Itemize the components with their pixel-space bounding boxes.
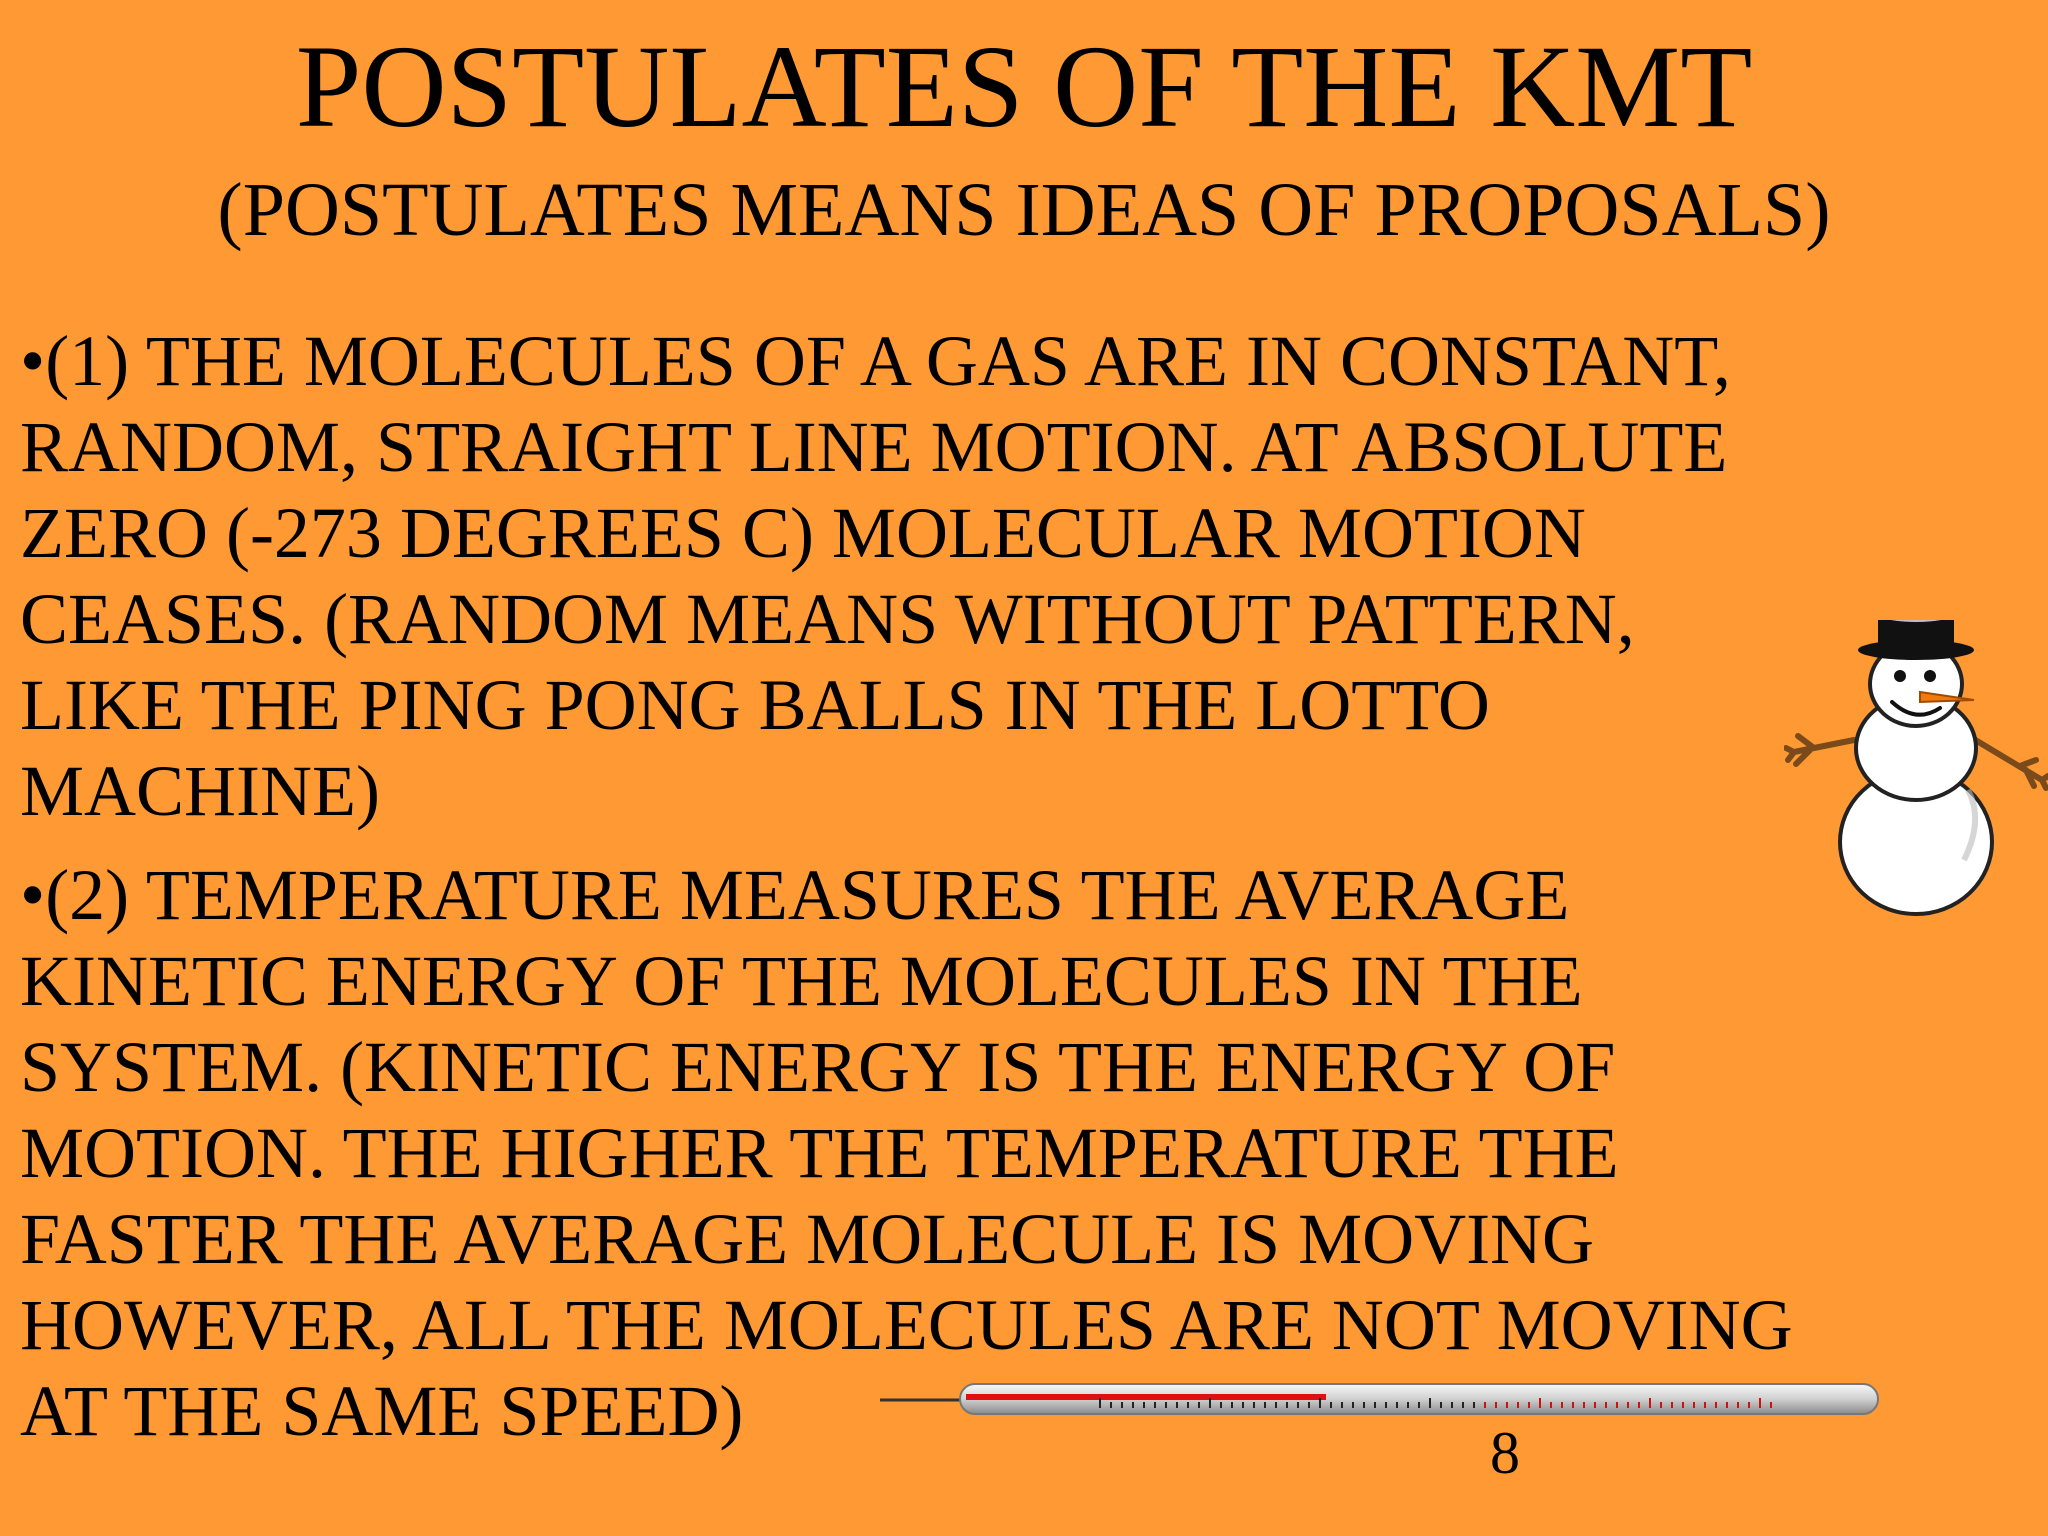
bullet-1-line: CEASES. (RANDOM MEANS WITHOUT PATTERN,	[20, 579, 1635, 659]
bullet-1-line: ZERO (-273 DEGREES C) MOLECULAR MOTION	[20, 493, 1586, 573]
snowman-icon	[1784, 620, 2048, 920]
bullet-2-line: FASTER THE AVERAGE MOLECULE IS MOVING	[20, 1199, 1595, 1279]
slide-subtitle: (POSTULATES MEANS IDEAS OF PROPOSALS)	[217, 168, 1831, 252]
bullet-2-line: SYSTEM. (KINETIC ENERGY IS THE ENERGY OF	[20, 1027, 1616, 1107]
bullet-1-line: RANDOM, STRAIGHT LINE MOTION. AT ABSOLUTE	[20, 407, 1728, 487]
bullet-2-line: KINETIC ENERGY OF THE MOLECULES IN THE	[20, 941, 1583, 1021]
bullet-point-2	[20, 852, 1793, 1454]
bullet-1-line: MACHINE)	[20, 751, 380, 831]
bullet-2-line: •(2) TEMPERATURE MEASURES THE AVERAGE	[20, 855, 1570, 935]
slide-title: POSTULATES OF THE KMT	[295, 21, 1753, 152]
bullet-1-line: LIKE THE PING PONG BALLS IN THE LOTTO	[20, 665, 1490, 745]
page-number: 8	[1490, 1420, 1520, 1486]
bullet-2-line: HOWEVER, ALL THE MOLECULES ARE NOT MOVING	[20, 1285, 1793, 1365]
bullet-2-line: AT THE SAME SPEED)	[20, 1371, 744, 1451]
bullet-2-line: MOTION. THE HIGHER THE TEMPERATURE THE	[20, 1113, 1619, 1193]
bullet-1-line: •(1) THE MOLECULES OF A GAS ARE IN CONSTANT,	[20, 321, 1731, 401]
bullet-point-1	[20, 318, 1731, 834]
thermometer-icon	[880, 1376, 1880, 1426]
thermometer-mercury	[966, 1394, 1326, 1400]
